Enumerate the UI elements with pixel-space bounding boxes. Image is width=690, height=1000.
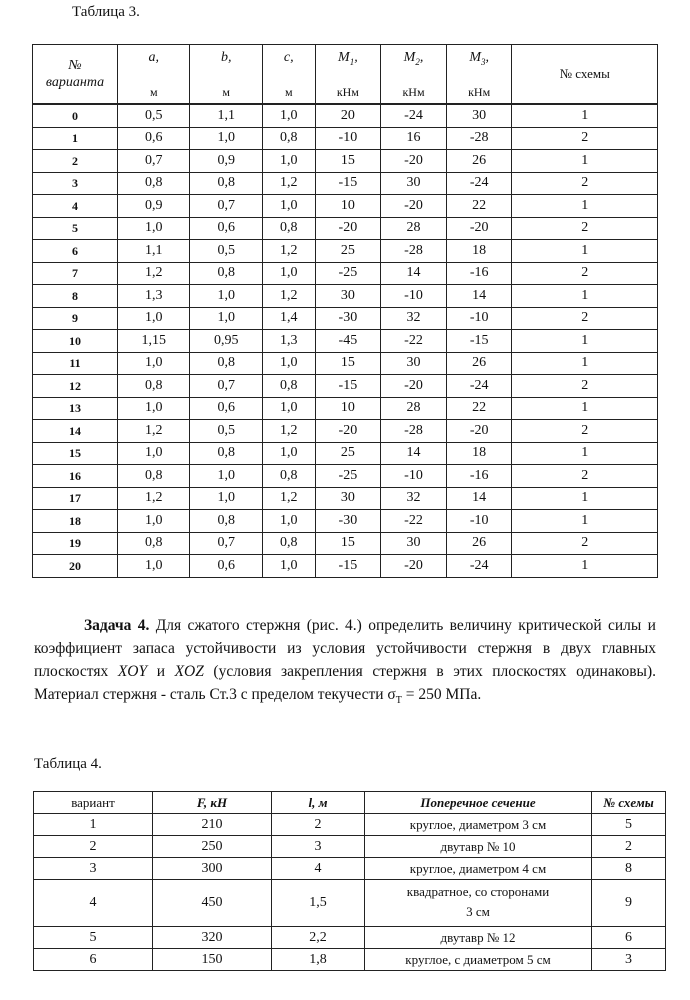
table-cell: 30 <box>315 285 381 308</box>
table-row <box>33 104 658 127</box>
table-cell: 8 <box>592 858 666 880</box>
table-cell: 0,8 <box>262 465 315 488</box>
variant-number: 14 <box>33 420 118 443</box>
table-cell: 18 <box>446 442 512 465</box>
table-cell: 10 <box>315 397 381 420</box>
t4-header-force: F, кН <box>153 792 272 814</box>
table-cell: 1,0 <box>190 487 262 510</box>
table-cell: 3 <box>592 949 666 971</box>
table-cell: 2,2 <box>272 927 365 949</box>
table-cell: 1,15 <box>118 330 190 353</box>
table-cell: 25 <box>315 240 381 263</box>
table-row <box>33 262 658 285</box>
table-cell: 0,9 <box>190 150 262 173</box>
table-cell: 1,4 <box>262 307 315 330</box>
table-cell: 6 <box>592 927 666 949</box>
table-cell: -24 <box>446 172 512 195</box>
table-cell: 0,95 <box>190 330 262 353</box>
table-cell: 0,8 <box>190 262 262 285</box>
table-cell: 1,0 <box>118 352 190 375</box>
t4-header-length: l, м <box>272 792 365 814</box>
table-cell: 15 <box>315 532 381 555</box>
table-cell: -28 <box>446 127 512 150</box>
variant-number: 17 <box>33 487 118 510</box>
table-row <box>34 836 666 858</box>
table-cell: 1,2 <box>118 487 190 510</box>
table-cell: -10 <box>446 307 512 330</box>
table-cell: 0,8 <box>118 172 190 195</box>
header-m3: $M_3$, <box>446 45 512 80</box>
table-row <box>34 814 666 836</box>
table-cell: 0,8 <box>262 217 315 240</box>
table-cell: 14 <box>381 442 447 465</box>
table4 <box>33 791 666 971</box>
table-cell: 14 <box>446 487 512 510</box>
table-cell: 20 <box>315 104 381 127</box>
table-cell: 4 <box>272 858 365 880</box>
table-cell: -10 <box>446 510 512 533</box>
unit-c: м <box>262 79 315 104</box>
variant-number: 5 <box>33 217 118 240</box>
table-cell: 1 <box>512 442 658 465</box>
table-cell: 1,1 <box>118 240 190 263</box>
table-cell: 10 <box>315 195 381 218</box>
variant-number: 15 <box>33 442 118 465</box>
table-cell: -30 <box>315 510 381 533</box>
t4-header-section: Поперечное сечение <box>365 792 592 814</box>
table-cell: 1,0 <box>118 397 190 420</box>
table-cell: 1,2 <box>262 420 315 443</box>
table-cell: 1,0 <box>262 195 315 218</box>
table-cell: -10 <box>381 285 447 308</box>
table-cell: -45 <box>315 330 381 353</box>
table-row <box>33 217 658 240</box>
variant-number: 13 <box>33 397 118 420</box>
variant-number: 4 <box>33 195 118 218</box>
table-cell: 0,6 <box>190 397 262 420</box>
unit-m2: кНм <box>381 79 447 104</box>
cross-section-cell: круглое, диаметром 4 см <box>365 858 592 880</box>
table-cell: -10 <box>315 127 381 150</box>
table4-caption: Таблица 4. <box>34 756 102 772</box>
table-row <box>33 442 658 465</box>
table-cell: 5 <box>592 814 666 836</box>
table-cell: 1,0 <box>262 510 315 533</box>
table-cell: 1,0 <box>262 150 315 173</box>
cross-section-cell: круглое, с диаметром 5 см <box>365 949 592 971</box>
variant-number: 12 <box>33 375 118 398</box>
table-cell: 30 <box>446 104 512 127</box>
table-cell: 1,8 <box>272 949 365 971</box>
table-cell: 30 <box>381 532 447 555</box>
variant-number: 3 <box>33 172 118 195</box>
unit-m3: кНм <box>446 79 512 104</box>
table-cell: 1,0 <box>118 555 190 578</box>
table-cell: 0,5 <box>190 420 262 443</box>
table-cell: 2 <box>512 262 658 285</box>
table-cell: 26 <box>446 150 512 173</box>
variant-number: 8 <box>33 285 118 308</box>
table-cell: 1 <box>512 397 658 420</box>
table-cell: 2 <box>592 836 666 858</box>
table-cell: 0,9 <box>118 195 190 218</box>
table-cell: 32 <box>381 487 447 510</box>
table-row <box>34 880 666 927</box>
header-a: a, <box>118 45 190 80</box>
table-cell: -20 <box>315 217 381 240</box>
table-cell: 0,8 <box>190 172 262 195</box>
table-cell: 0,8 <box>190 442 262 465</box>
table-cell: 150 <box>153 949 272 971</box>
table-cell: 1,0 <box>262 442 315 465</box>
variant-number: 1 <box>33 127 118 150</box>
table-cell: 0,5 <box>118 104 190 127</box>
table-cell: -22 <box>381 510 447 533</box>
table-cell: 1,5 <box>272 880 365 927</box>
table-cell: 210 <box>153 814 272 836</box>
table-cell: 0,8 <box>262 375 315 398</box>
table-cell: -20 <box>381 555 447 578</box>
table-row <box>33 375 658 398</box>
table-cell: 1,0 <box>118 510 190 533</box>
table-cell: 300 <box>153 858 272 880</box>
table-cell: 1,2 <box>262 487 315 510</box>
table-cell: 30 <box>381 172 447 195</box>
table-cell: 1 <box>512 330 658 353</box>
table-row <box>33 487 658 510</box>
variant-number: 18 <box>33 510 118 533</box>
unit-b: м <box>190 79 262 104</box>
table-cell: 0,6 <box>190 555 262 578</box>
table-row <box>33 330 658 353</box>
table-cell: 1 <box>34 814 153 836</box>
unit-m1: кНм <box>315 79 381 104</box>
table-cell: 26 <box>446 352 512 375</box>
task4-paragraph: Задача 4. Для сжатого стержня (рис. 4.) определить величину критической силы и коэффициент запаса устойчивости из условия устойчивости стержня в двух главных плоскостях XOY и XOZ (условия закрепления стержня в этих плоскостях одинаковы). Материал стержня - сталь Ст.3 с пределом текучести $\sigma_T = 250$ МПа. <box>34 617 656 707</box>
table-cell: 0,6 <box>118 127 190 150</box>
table-cell: 3 <box>272 836 365 858</box>
table-row <box>34 927 666 949</box>
table-cell: -20 <box>446 420 512 443</box>
cross-section-cell: квадратное, со сторонами 3 см <box>365 880 592 927</box>
table-cell: 1,0 <box>262 352 315 375</box>
table-cell: 9 <box>592 880 666 927</box>
header-variant: № варианта <box>33 45 118 105</box>
table-cell: -24 <box>381 104 447 127</box>
table-row <box>33 532 658 555</box>
table-cell: 5 <box>34 927 153 949</box>
table-cell: 3 <box>34 858 153 880</box>
cross-section-cell: двутавр № 10 <box>365 836 592 858</box>
table-cell: -22 <box>381 330 447 353</box>
table-cell: 14 <box>446 285 512 308</box>
table-cell: -30 <box>315 307 381 330</box>
t4-header-scheme: № схемы <box>592 792 666 814</box>
table-cell: 0,7 <box>190 375 262 398</box>
table-cell: 320 <box>153 927 272 949</box>
table-row <box>33 307 658 330</box>
table-cell: 2 <box>512 532 658 555</box>
table-cell: 2 <box>512 172 658 195</box>
table-cell: 0,8 <box>262 532 315 555</box>
table-cell: 22 <box>446 397 512 420</box>
table-cell: -10 <box>381 465 447 488</box>
table-cell: 1,3 <box>118 285 190 308</box>
table-cell: 15 <box>315 352 381 375</box>
table-cell: 1,0 <box>118 217 190 240</box>
variant-number: 9 <box>33 307 118 330</box>
table3 <box>32 44 658 578</box>
variant-number: 20 <box>33 555 118 578</box>
table-cell: -15 <box>315 172 381 195</box>
table-cell: 1,0 <box>190 307 262 330</box>
table-cell: 1 <box>512 510 658 533</box>
table-cell: 14 <box>381 262 447 285</box>
table-cell: 26 <box>446 532 512 555</box>
table-cell: -28 <box>381 420 447 443</box>
header-scheme: № схемы <box>512 45 658 105</box>
plane-xoy: XOY <box>117 663 148 680</box>
table-row <box>33 195 658 218</box>
variant-number: 6 <box>33 240 118 263</box>
table-cell: 15 <box>315 150 381 173</box>
table-cell: 28 <box>381 217 447 240</box>
table-cell: 6 <box>34 949 153 971</box>
table-cell: 1 <box>512 240 658 263</box>
table-row <box>34 858 666 880</box>
table-cell: -20 <box>315 420 381 443</box>
table-cell: -28 <box>381 240 447 263</box>
table-row <box>33 465 658 488</box>
table-cell: 1 <box>512 195 658 218</box>
table-cell: -20 <box>381 375 447 398</box>
table-cell: 1,2 <box>262 172 315 195</box>
cross-section-cell: круглое, диаметром 3 см <box>365 814 592 836</box>
table-cell: 1,0 <box>118 442 190 465</box>
table-row <box>33 285 658 308</box>
variant-number: 19 <box>33 532 118 555</box>
header-m1: $M_1$, <box>315 45 381 80</box>
table-cell: 16 <box>381 127 447 150</box>
table-cell: 1,0 <box>190 465 262 488</box>
table-cell: 0,8 <box>190 352 262 375</box>
table-cell: 1,3 <box>262 330 315 353</box>
table-cell: 1,0 <box>262 397 315 420</box>
table-cell: 1 <box>512 104 658 127</box>
table-cell: 1,1 <box>190 104 262 127</box>
header-b: b, <box>190 45 262 80</box>
table-cell: 0,7 <box>118 150 190 173</box>
table-cell: 2 <box>512 217 658 240</box>
table-cell: -16 <box>446 262 512 285</box>
header-c: c, <box>262 45 315 80</box>
table-cell: 0,7 <box>190 195 262 218</box>
table-cell: -24 <box>446 555 512 578</box>
variant-number: 11 <box>33 352 118 375</box>
table-row <box>33 510 658 533</box>
table-cell: 1,0 <box>262 262 315 285</box>
table-cell: 2 <box>512 465 658 488</box>
table-cell: 1,2 <box>118 262 190 285</box>
cross-section-cell: двутавр № 12 <box>365 927 592 949</box>
table-cell: 2 <box>34 836 153 858</box>
table-row <box>33 150 658 173</box>
table-cell: 1,0 <box>190 127 262 150</box>
table-cell: 32 <box>381 307 447 330</box>
table-cell: 1,0 <box>262 104 315 127</box>
variant-number: 7 <box>33 262 118 285</box>
variant-number: 10 <box>33 330 118 353</box>
table-row <box>33 397 658 420</box>
table-row <box>33 172 658 195</box>
table-cell: 0,8 <box>262 127 315 150</box>
table-cell: 1,2 <box>262 240 315 263</box>
table-cell: 30 <box>381 352 447 375</box>
table-cell: 1 <box>512 150 658 173</box>
table-cell: 25 <box>315 442 381 465</box>
table-cell: 250 <box>153 836 272 858</box>
table-cell: 0,8 <box>118 375 190 398</box>
table-cell: 1,0 <box>118 307 190 330</box>
table-cell: 28 <box>381 397 447 420</box>
table-cell: 22 <box>446 195 512 218</box>
table-cell: 2 <box>512 375 658 398</box>
table-row <box>34 949 666 971</box>
table-cell: 1,2 <box>118 420 190 443</box>
table-cell: 2 <box>512 127 658 150</box>
table3-caption: Таблица 3. <box>72 4 140 20</box>
table-cell: -25 <box>315 262 381 285</box>
table-cell: 1 <box>512 285 658 308</box>
table-cell: 0,8 <box>118 532 190 555</box>
table-cell: 0,8 <box>190 510 262 533</box>
table-cell: 1 <box>512 487 658 510</box>
table-cell: 0,7 <box>190 532 262 555</box>
variant-number: 16 <box>33 465 118 488</box>
table-cell: -20 <box>381 195 447 218</box>
table-cell: 2 <box>512 420 658 443</box>
table-cell: 2 <box>272 814 365 836</box>
table-cell: -25 <box>315 465 381 488</box>
table-cell: -20 <box>446 217 512 240</box>
task4-title: Задача 4. <box>84 617 150 634</box>
table-row <box>33 240 658 263</box>
table-cell: -15 <box>315 555 381 578</box>
table-cell: 30 <box>315 487 381 510</box>
table-row <box>33 352 658 375</box>
table-cell: 1 <box>512 352 658 375</box>
table-cell: 4 <box>34 880 153 927</box>
table-cell: 450 <box>153 880 272 927</box>
table-cell: 0,6 <box>190 217 262 240</box>
table-cell: 0,8 <box>118 465 190 488</box>
table-cell: 2 <box>512 307 658 330</box>
table-cell: 0,5 <box>190 240 262 263</box>
variant-number: 0 <box>33 104 118 127</box>
table-cell: -24 <box>446 375 512 398</box>
table-cell: 1 <box>512 555 658 578</box>
table-cell: -15 <box>446 330 512 353</box>
table-row <box>33 420 658 443</box>
table-cell: 1,0 <box>262 555 315 578</box>
table-cell: -15 <box>315 375 381 398</box>
unit-a: м <box>118 79 190 104</box>
table-cell: 1,0 <box>190 285 262 308</box>
table-cell: -16 <box>446 465 512 488</box>
table-row <box>33 555 658 578</box>
table-cell: 18 <box>446 240 512 263</box>
t4-header-variant: вариант <box>34 792 153 814</box>
header-m2: $M_2$, <box>381 45 447 80</box>
table-cell: 1,2 <box>262 285 315 308</box>
variant-number: 2 <box>33 150 118 173</box>
table-cell: -20 <box>381 150 447 173</box>
table-row <box>33 127 658 150</box>
plane-xoz: XOZ <box>174 663 204 680</box>
